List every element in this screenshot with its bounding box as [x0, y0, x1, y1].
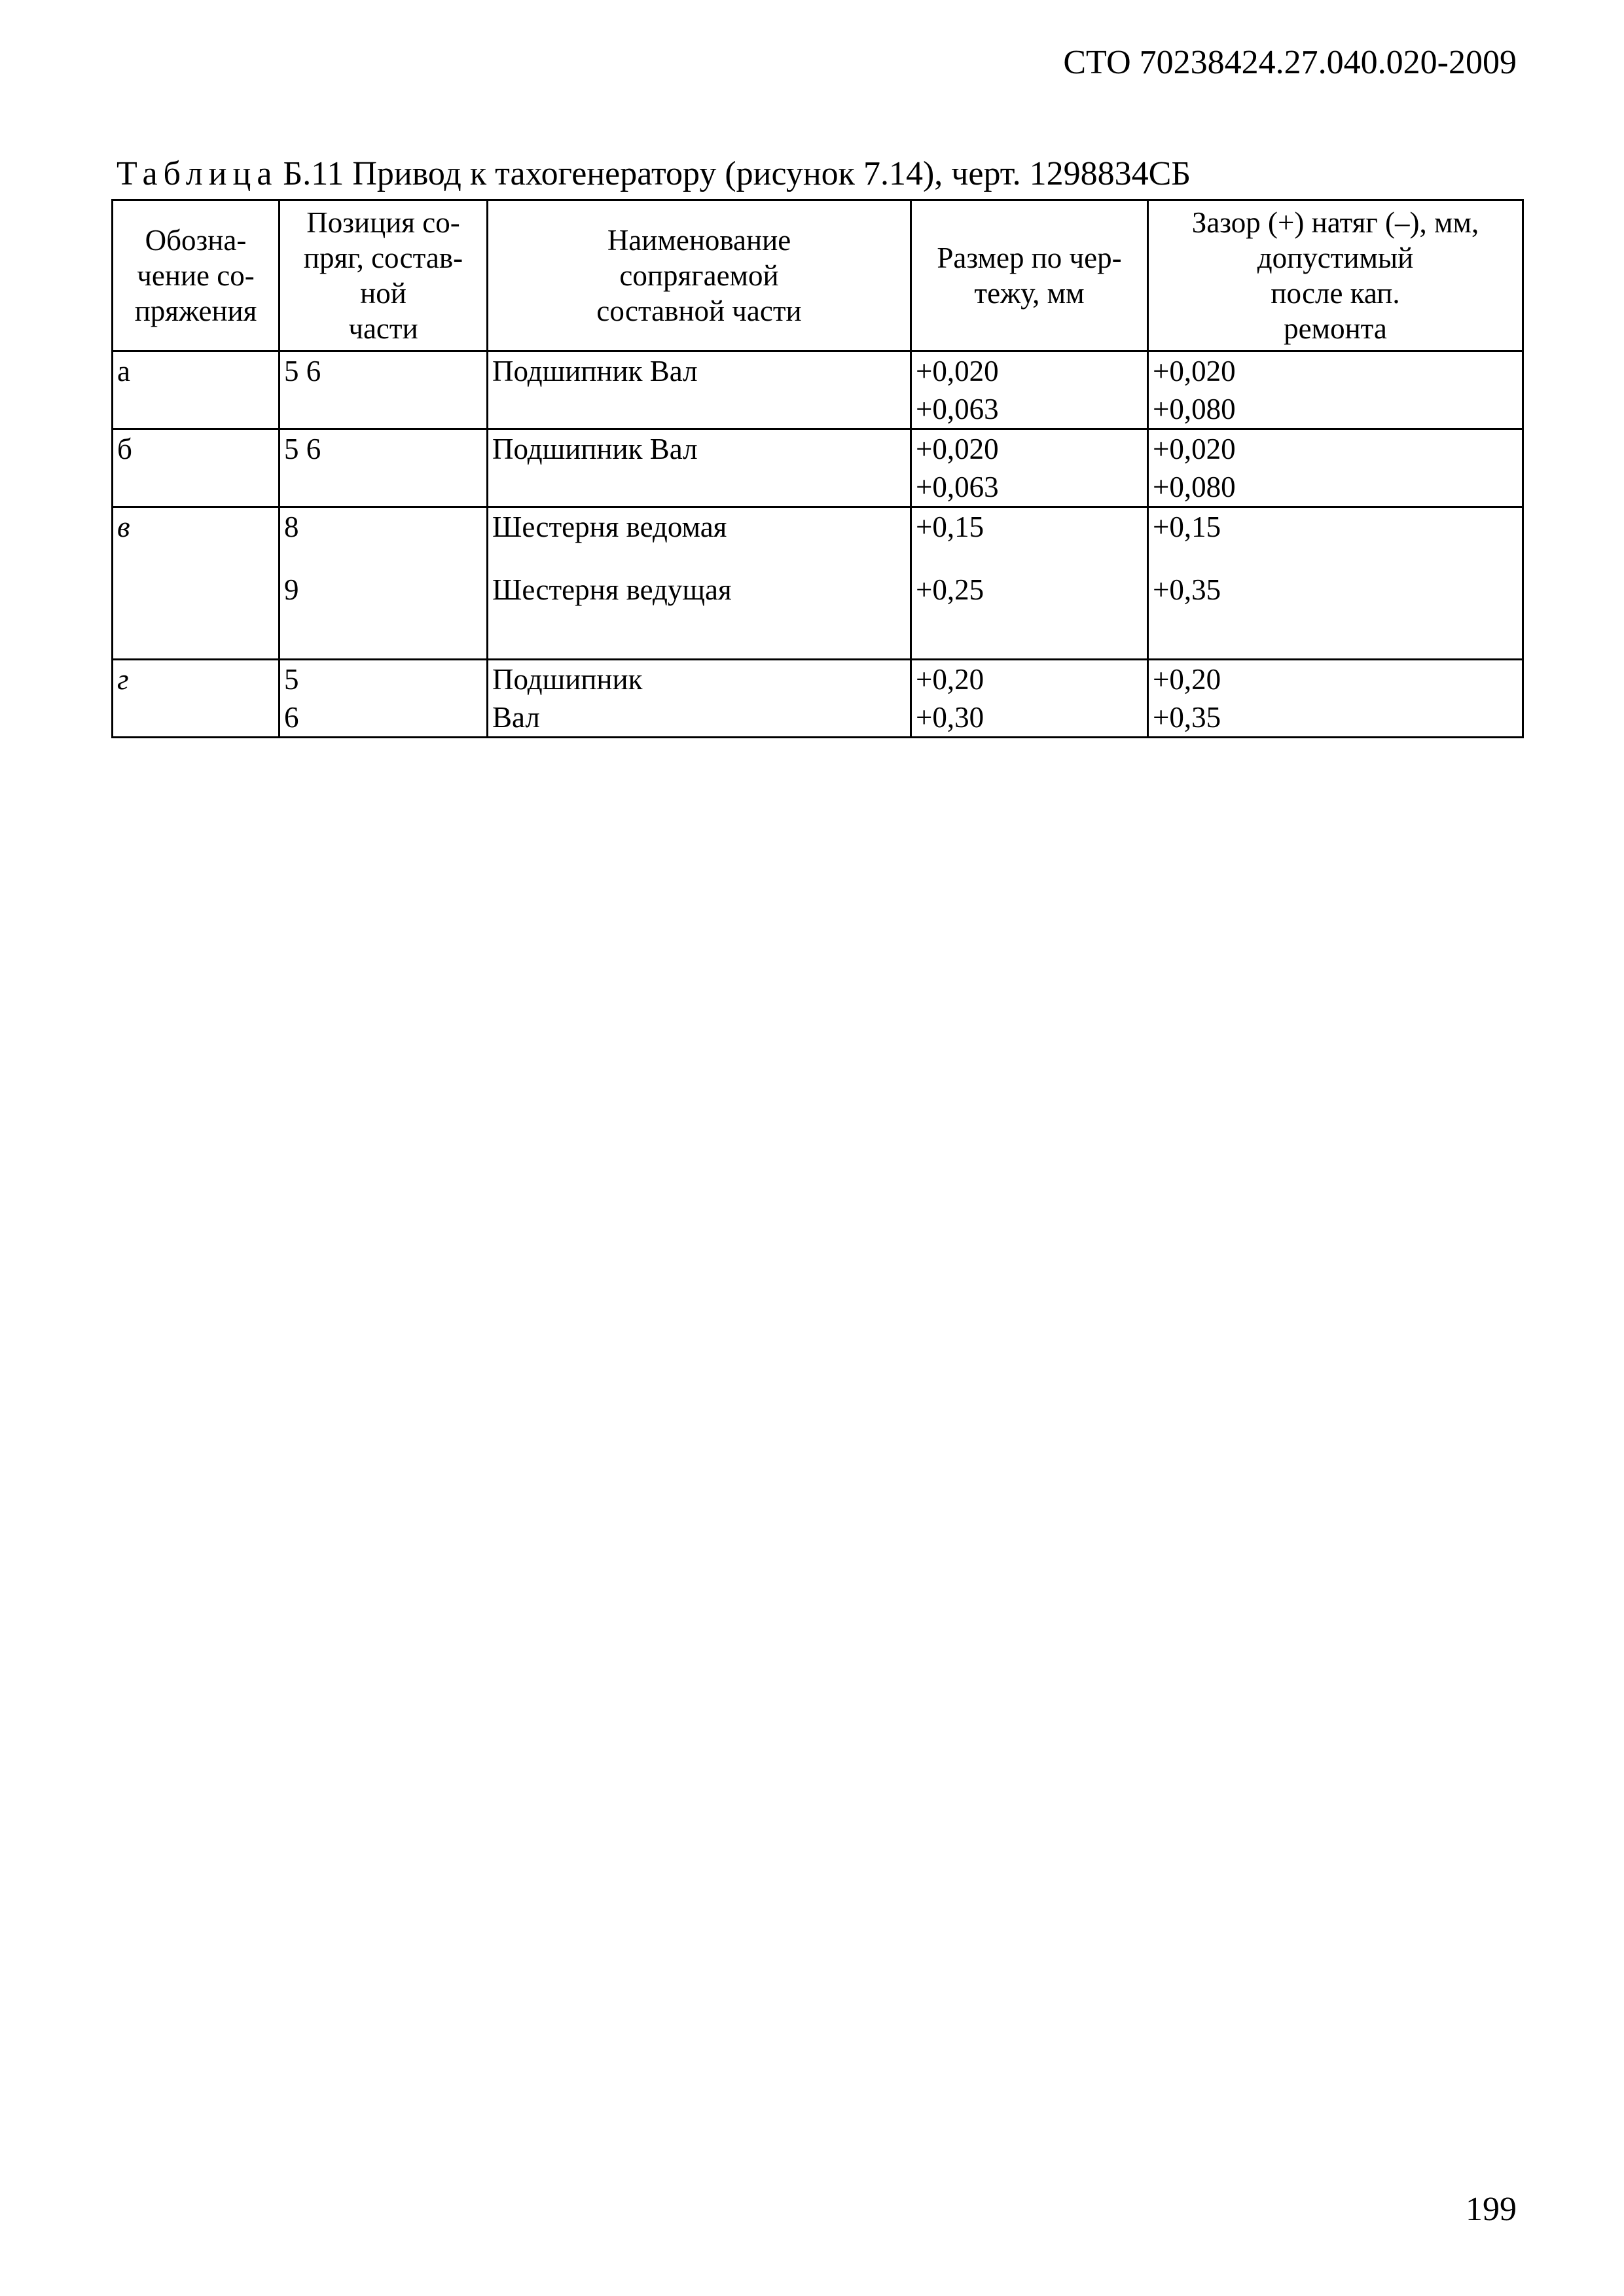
header-line: пряг, состав- [303, 242, 463, 274]
size-value: +0,063 [916, 393, 999, 425]
gap-value: +0,35 [1153, 573, 1221, 606]
header-size [911, 200, 1148, 351]
cell-designation: в [113, 507, 280, 660]
header-line: чение со- [137, 259, 255, 292]
gap-value: +0,20 [1153, 663, 1221, 696]
header-line: Размер по чер- [937, 242, 1122, 274]
header-line: тежу, мм [974, 277, 1085, 310]
document-code: СТО 70238424.27.040.020-2009 [1063, 44, 1517, 81]
table-row [113, 507, 1523, 660]
cell-gap [1148, 660, 1523, 738]
name-value: Подшипник [492, 663, 643, 696]
cell-name: Подшипник Вал [488, 351, 911, 429]
position-value: 9 [284, 573, 299, 606]
header-line: Позиция со- [306, 206, 460, 239]
size-value: +0,30 [916, 701, 984, 734]
header-line: составной части [596, 295, 802, 327]
cell-designation: г [113, 660, 280, 738]
size-value: +0,15 [916, 511, 984, 543]
table-row [113, 351, 1523, 429]
header-line: части [348, 312, 418, 345]
header-line: после кап. [1271, 277, 1400, 310]
table-row [113, 660, 1523, 738]
header-line: допустимый [1257, 242, 1414, 274]
header-line: сопрягаемой [619, 259, 779, 292]
cell-designation: б [113, 429, 280, 507]
header-line: ремонта [1284, 312, 1387, 345]
cell-size [911, 429, 1148, 507]
position-value: 5 [284, 663, 299, 696]
cell-size [911, 351, 1148, 429]
cell-position [280, 660, 488, 738]
name-value: Вал [492, 701, 540, 734]
cell-position: 5 6 [280, 429, 488, 507]
header-line: ной [360, 277, 406, 310]
position-value: 8 [284, 511, 299, 543]
spec-table [111, 199, 1524, 738]
size-value: +0,020 [916, 355, 999, 387]
cell-position: 5 6 [280, 351, 488, 429]
caption-text: Б.11 Привод к тахогенератору (рисунок 7.14), черт. 1298834СБ [283, 155, 1191, 192]
header-position [280, 200, 488, 351]
cell-name [488, 660, 911, 738]
size-value: +0,063 [916, 471, 999, 503]
header-name [488, 200, 911, 351]
table-header-row [113, 200, 1523, 351]
cell-gap [1148, 429, 1523, 507]
cell-position [280, 507, 488, 660]
cell-designation: а [113, 351, 280, 429]
name-value: Шестерня ведомая [492, 511, 727, 543]
cell-name [488, 507, 911, 660]
cell-size [911, 660, 1148, 738]
position-value: 6 [284, 701, 299, 734]
gap-value: +0,080 [1153, 471, 1236, 503]
gap-value: +0,020 [1153, 433, 1236, 465]
gap-value: +0,080 [1153, 393, 1236, 425]
page-number: 199 [1466, 2191, 1517, 2228]
size-value: +0,020 [916, 433, 999, 465]
gap-value: +0,15 [1153, 511, 1221, 543]
header-line: Зазор (+) натяг (–), мм, [1191, 206, 1479, 239]
cell-gap [1148, 351, 1523, 429]
header-line: пряжения [134, 295, 257, 327]
header-gap [1148, 200, 1523, 351]
cell-gap [1148, 507, 1523, 660]
gap-value: +0,020 [1153, 355, 1236, 387]
size-value: +0,20 [916, 663, 984, 696]
size-value: +0,25 [916, 573, 984, 606]
header-line: Наименование [607, 224, 791, 257]
cell-size [911, 507, 1148, 660]
name-value: Шестерня ведущая [492, 573, 732, 606]
header-line: Обозна- [145, 224, 247, 257]
header-designation [113, 200, 280, 351]
table-caption [117, 154, 1191, 193]
cell-name: Подшипник Вал [488, 429, 911, 507]
caption-label: Таблица [117, 155, 278, 192]
table-row [113, 429, 1523, 507]
gap-value: +0,35 [1153, 701, 1221, 734]
